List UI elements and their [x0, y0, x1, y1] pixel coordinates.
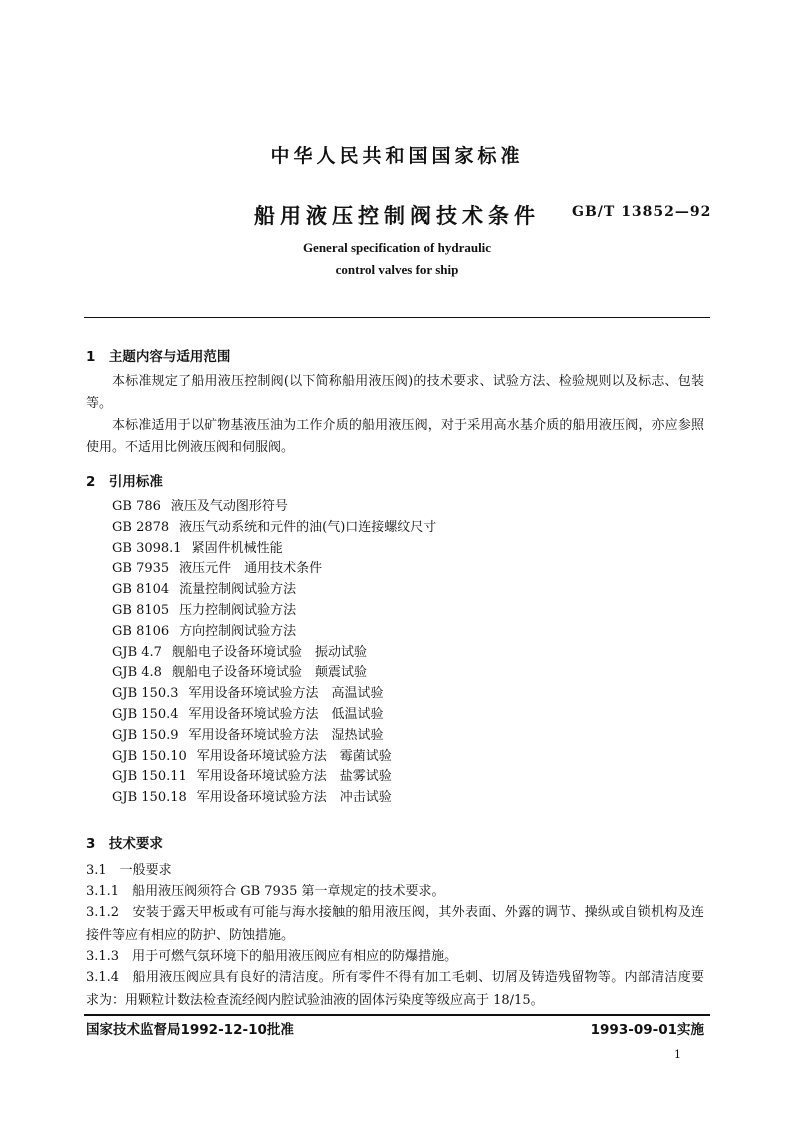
- header-divider: [84, 317, 710, 318]
- section-3-heading: 3 技术要求: [86, 836, 163, 852]
- reference-item: [112, 705, 436, 726]
- reference-title: 液压及气动图形符号: [170, 499, 288, 514]
- reference-item: [112, 622, 436, 643]
- reference-title: 军用设备环境试验方法 霉菌试验: [196, 748, 392, 764]
- reference-code: GJB 150.3: [112, 686, 179, 702]
- reference-item: [112, 539, 436, 560]
- clause-3-1-2: 3.1.2 安装于露天甲板或有可能与海水接触的船用液压阀，其外表面、外露的调节、操纵或自锁机构及连接件等应有相应的防护、防蚀措施。: [86, 905, 704, 943]
- reference-code: GJB 150.9: [112, 727, 179, 743]
- reference-item: [112, 767, 436, 788]
- reference-title: 军用设备环境试验方法 盐雾试验: [196, 769, 392, 785]
- document-title: 船用液压控制阀技术条件: [254, 204, 540, 228]
- standard-number: GB/T 13852—92: [572, 204, 712, 220]
- reference-code: GJB 4.8: [112, 665, 162, 681]
- reference-item: [112, 643, 436, 664]
- clause-3-1-1: 3.1.1 船用液压阀须符合 GB 7935 第一章规定的技术要求。: [86, 884, 445, 899]
- reference-item: [112, 788, 436, 809]
- normative-references-list: [112, 497, 436, 809]
- reference-code: GB 8106: [112, 623, 170, 639]
- reference-item: [112, 497, 436, 518]
- section-1-paragraph-2: 本标准适用于以矿物基液压油为工作介质的船用液压阀，对于采用高水基介质的船用液压阀，亦应参照使用。不适用比例液压阀和伺服阀。: [86, 418, 704, 455]
- reference-code: GB 3098.1: [112, 540, 182, 556]
- national-standard-title: 中华人民共和国国家标准: [270, 145, 524, 167]
- reference-code: GB 7935: [112, 561, 170, 577]
- reference-title: 舰船电子设备环境试验 振动试验: [171, 644, 367, 660]
- reference-code: GJB 150.18: [112, 790, 187, 806]
- reference-item: [112, 601, 436, 622]
- reference-title: 军用设备环境试验方法 湿热试验: [188, 727, 384, 743]
- page-number: 1: [674, 1048, 681, 1061]
- reference-title: 军用设备环境试验方法 高温试验: [188, 686, 384, 702]
- approval-statement: 国家技术监督局1992-12-10批准: [86, 1022, 294, 1038]
- reference-code: GB 786: [112, 499, 161, 514]
- section-1-paragraph-1: 本标准规定了船用液压控制阀(以下简称船用液压阀)的技术要求、试验方法、检验规则以及标志、包装等。: [86, 374, 704, 411]
- implementation-date: 1993-09-01实施: [590, 1022, 704, 1038]
- reference-code: GJB 4.7: [112, 644, 162, 660]
- reference-item: [112, 559, 436, 580]
- reference-code: GB 8105: [112, 602, 170, 618]
- reference-code: GJB 150.10: [112, 748, 187, 764]
- footer-divider: [84, 1014, 710, 1016]
- reference-code: GJB 150.11: [112, 769, 187, 785]
- reference-code: GB 8104: [112, 582, 170, 598]
- reference-code: GB 2878: [112, 519, 170, 535]
- reference-item: [112, 518, 436, 539]
- section-1-heading: 1 主题内容与适用范围: [86, 349, 231, 365]
- english-title-line2: control valves for ship: [335, 262, 459, 277]
- reference-title: 压力控制阀试验方法: [179, 602, 297, 618]
- reference-title: 军用设备环境试验方法 冲击试验: [196, 790, 392, 806]
- reference-code: GJB 150.4: [112, 706, 179, 722]
- reference-item: [112, 663, 436, 684]
- reference-item: [112, 726, 436, 747]
- reference-title: 紧固件机械性能: [191, 540, 283, 556]
- reference-item: [112, 747, 436, 768]
- reference-item: [112, 684, 436, 705]
- reference-title: 流量控制阀试验方法: [179, 582, 297, 598]
- section-2-heading: 2 引用标准: [86, 474, 163, 490]
- reference-title: 军用设备环境试验方法 低温试验: [188, 706, 384, 722]
- reference-item: [112, 580, 436, 601]
- reference-title: 液压气动系统和元件的油(气)口连接螺纹尺寸: [179, 519, 437, 535]
- reference-title: 液压元件 通用技术条件: [179, 561, 323, 577]
- reference-title: 舰船电子设备环境试验 颠震试验: [171, 665, 367, 681]
- english-title-line1: General specification of hydraulic: [302, 240, 492, 255]
- reference-title: 方向控制阀试验方法: [179, 623, 297, 639]
- clause-3-1-4: 3.1.4 船用液压阀应具有良好的清洁度。所有零件不得有加工毛刺、切屑及铸造残留物等。内部清洁度要求为：用颗粒计数法检查流经阀内腔试验油液的固体污染度等级应高于 18/15。: [86, 970, 704, 1008]
- clause-3-1-3: 3.1.3 用于可燃气氛环境下的船用液压阀应有相应的防爆措施。: [86, 949, 458, 964]
- clause-3-1: 3.1 一般要求: [86, 863, 172, 878]
